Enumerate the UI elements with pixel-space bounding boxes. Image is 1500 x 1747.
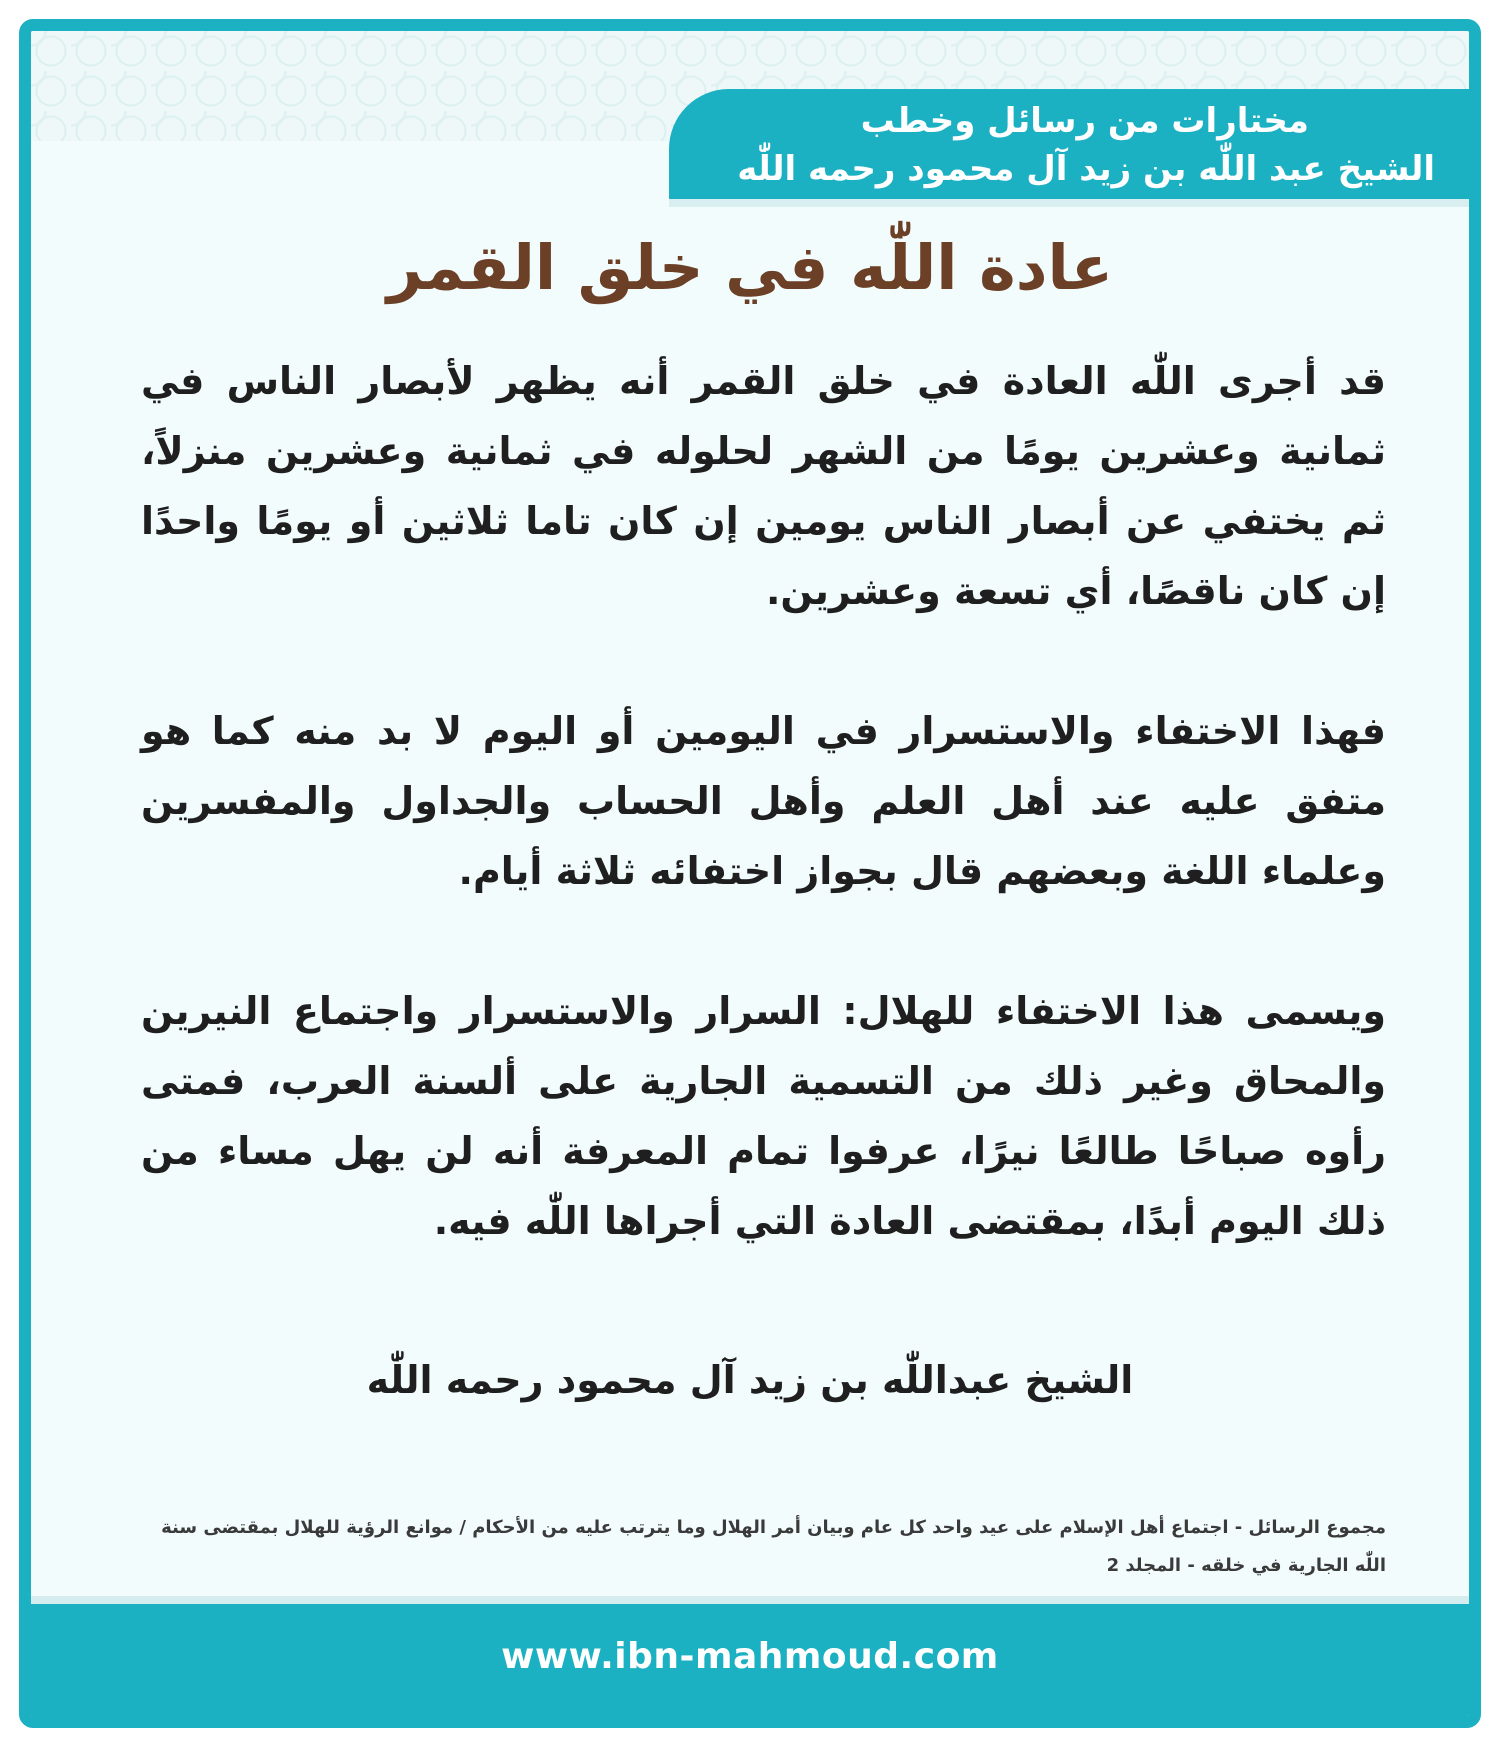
paragraph-2: فهذا الاختفاء والاستسرار في اليومين أو اليوم لا بد منه كما هو متفق عليه عند أهل العلم وأهل الحساب والجداول والمفسرين وعلماء اللغة وبعضهم قال بجواز اختفائه ثلاثة أيام.	[141, 709, 1386, 893]
post-card	[19, 19, 1481, 1728]
website-link[interactable]: www.ibn-mahmoud.com	[501, 1636, 999, 1677]
header-banner	[669, 89, 1469, 207]
author-title: الشيخ عبد اللّٰه بن زيد آل محمود رحمه اللّٰه	[737, 149, 1435, 189]
author-signature: الشيخ عبداللّٰه بن زيد آل محمود رحمه اللّٰه	[366, 1358, 1134, 1402]
footer-bar	[31, 1596, 1469, 1716]
paragraph-3: ويسمى هذا الاختفاء للهلال: السرار والاستسرار واجتماع النيرين والمحاق وغير ذلك من التسمية الجارية على ألسنة العرب، فمتى رأوه صباحًا طالعًا نيرًا، عرفوا تمام المعرفة أنه لن يهل مساء من ذلك اليوم أبدًا، بمقتضى العادة التي أجراها اللّٰه فيه.	[141, 989, 1386, 1243]
series-title: مختارات من رسائل وخطب	[860, 101, 1309, 141]
source-citation: مجموع الرسائل - اجتماع أهل الإسلام على عيد واحد كل عام وبيان أمر الهلال وما يترتب عليه من الأحكام / موانع الرؤية للهلال بمقتضى سنة اللّٰه الجارية في خلقه - المجلد 2	[161, 1517, 1386, 1576]
paragraph-1: قد أجرى اللّٰه العادة في خلق القمر أنه يظهر لأبصار الناس في ثمانية وعشرين يومًا من الشهر لحلوله في ثمانية وعشرين منزلاً، ثم يختفي عن أبصار الناس يومين إن كان تاما ثلاثين أو يومًا واحدًا إن كان ناقصًا، أي تسعة وعشرين.	[141, 359, 1386, 613]
article-body	[141, 346, 1386, 1326]
page-title: عادة اللّٰه في خلق القمر	[386, 231, 1114, 304]
